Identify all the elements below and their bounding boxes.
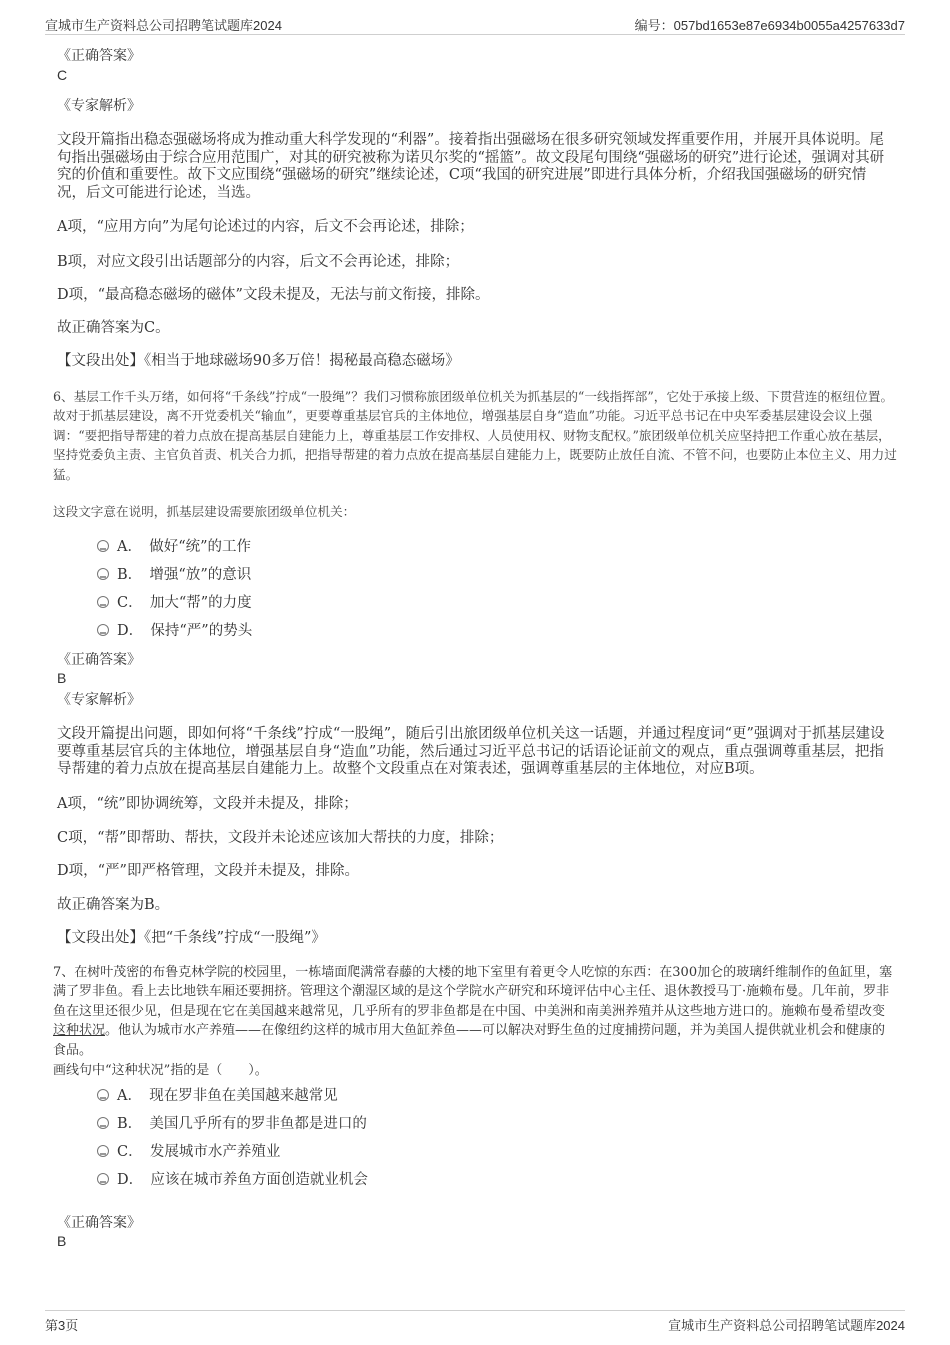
correct-answer: B	[57, 670, 67, 686]
option-b[interactable]	[97, 1115, 367, 1133]
question-7-stem-part2: 。他认为城市水产养殖——在像纽约这样的城市用大鱼缸养鱼——可以解决对野生鱼的过度捕捞问题，并为美国人提供就业机会和健康的食品。	[53, 1023, 886, 1058]
analysis-point-a: A项，“应用方向”为尾句论述过的内容，后文不会再论述，排除；	[57, 219, 474, 235]
option-a[interactable]	[97, 1087, 338, 1105]
analysis-text: 文段开篇指出稳态强磁场将成为推动重大科学发现的“利器”。接着指出强磁场在很多研究领域发挥重要作用，并展开具体说明。尾句指出强磁场由于综合应用范围广，对其的研究被称为诺贝尔奖的“摇篮”。故文段尾句围绕“强磁场的研究”进行论述，强调对其研究的价值和重要性。故下文应围绕“强磁场的研究”继续论述，C项“我国的研究进展”即进行具体分析，介绍我国强磁场的研究情况，后文可能进行论述，当选。	[57, 132, 885, 201]
analysis-label: 《专家解析》	[57, 98, 141, 114]
analysis-conclusion: 故正确答案为C。	[57, 320, 170, 336]
option-c-label: C． 加大“帮”的力度	[117, 595, 252, 611]
analysis-point-d: D项，“严”即严格管理，文段并未提及，排除。	[57, 863, 359, 879]
option-b-label: B． 美国几乎所有的罗非鱼都是进口的	[117, 1116, 367, 1132]
option-c-label: C． 发展城市水产养殖业	[117, 1144, 281, 1160]
radio-button-icon[interactable]	[97, 1173, 109, 1185]
radio-button-icon[interactable]	[97, 596, 109, 608]
correct-answer: B	[57, 1233, 67, 1249]
option-c[interactable]	[97, 1143, 280, 1161]
answer-label: 《正确答案》	[57, 652, 141, 668]
option-d-label: D． 应该在城市养鱼方面创造就业机会	[117, 1172, 368, 1188]
answer-label: 《正确答案》	[57, 1215, 141, 1231]
analysis-label: 《专家解析》	[57, 692, 141, 708]
radio-button-icon[interactable]	[97, 624, 109, 636]
analysis-text: 文段开篇提出问题，即如何将“千条线”拧成“一股绳”，随后引出旅团级单位机关这一话题，并通过程度词“更”强调对于抓基层建设要尊重基层官兵的主体地位，增强基层自身“造血”功能，然后通过习近平总书记的话语论证前文的观点，重点强调尊重基层，把指导帮建的着力点放在提高基层自建能力上。故整个文段重点在对策表述，强调尊重基层的主体地位，对应B项。	[57, 726, 885, 777]
option-d-label: D． 保持“严”的势头	[117, 623, 253, 639]
radio-button-icon[interactable]	[97, 568, 109, 580]
page-footer	[45, 1310, 905, 1335]
underlined-phrase: 这种状况	[53, 1023, 106, 1039]
option-a-label: A． 现在罗非鱼在美国越来越常见	[117, 1088, 338, 1104]
header-title: 宣城市生产资料总公司招聘笔试题库2024	[45, 18, 282, 33]
analysis-point-b: B项，对应文段引出话题部分的内容，后文不会再论述，排除；	[57, 254, 460, 270]
radio-button-icon[interactable]	[97, 540, 109, 552]
option-d[interactable]	[97, 1171, 368, 1189]
question-7-prompt: 画线句中“这种状况”指的是（ ）。	[53, 1063, 268, 1078]
question-7-stem-part1: 7、在树叶茂密的布鲁克林学院的校园里，一栋墙面爬满常春藤的大楼的地下室里有着更令人吃惊的东西：在300加仑的玻璃纤维制作的鱼缸里，塞满了罗非鱼。看上去比地铁车厢还要拥挤。管理这个潮湿区域的是这个学院水产研究和环境评估中心主任、退休教授马丁·施赖布曼。几年前，罗非鱼在这里还很少见，但是现在它在美国越来越常见，几乎所有的罗非鱼都是在中国、中美洲和南美洲养殖并从这些地方进口的。施赖布曼希望改变	[53, 965, 893, 1019]
analysis-conclusion: 故正确答案为B。	[57, 897, 170, 913]
radio-button-icon[interactable]	[97, 1089, 109, 1101]
analysis-point-a: A项，“统”即协调统筹，文段并未提及，排除；	[57, 796, 358, 812]
radio-button-icon[interactable]	[97, 1117, 109, 1129]
question-7-stem	[53, 963, 898, 1060]
page-number: 第3页	[45, 1318, 79, 1333]
document-code: 编号：057bd1653e87e6934b0055a4257633d7	[634, 18, 905, 33]
option-a[interactable]	[97, 538, 251, 556]
source-citation: 【文段出处】《把“千条线”拧成“一股绳”》	[57, 930, 326, 946]
option-b-label: B． 增强“放”的意识	[117, 567, 252, 583]
analysis-point-d: D项，“最高稳态磁场的磁体”文段未提及，无法与前文衔接，排除。	[57, 287, 490, 303]
analysis-point-c: C项，“帮”即帮助、帮扶，文段并未论述应该加大帮扶的力度，排除；	[57, 830, 504, 846]
question-6-prompt: 这段文字意在说明，抓基层建设需要旅团级单位机关：	[53, 504, 356, 519]
page-header	[45, 12, 905, 35]
option-a-label: A． 做好“统”的工作	[117, 539, 252, 555]
radio-button-icon[interactable]	[97, 1145, 109, 1157]
option-d[interactable]	[97, 622, 252, 640]
option-c[interactable]	[97, 594, 252, 612]
correct-answer: C	[57, 67, 68, 83]
footer-title: 宣城市生产资料总公司招聘笔试题库2024	[668, 1318, 905, 1333]
answer-label: 《正确答案》	[57, 48, 141, 64]
option-b[interactable]	[97, 566, 251, 584]
question-6-stem: 6、基层工作千头万绪，如何将“千条线”拧成“一股绳”？我们习惯称旅团级单位机关为抓基层的“一线指挥部”，它处于承接上级、下贯营连的枢纽位置。故对于抓基层建设，离不开党委机关“输血”，更要尊重基层官兵的主体地位，增强基层自身“造血”功能。习近平总书记在中央军委基层建设会议上强调：“要把指导帮建的着力点放在提高基层自建能力上，尊重基层工作安排权、人员使用权、财物支配权。”旅团级单位机关应坚持把工作重心放在基层，坚持党委负主责、主官负首责、机关合力抓，把指导帮建的着力点放在提高基层自建能力上，既要防止放任自流、不管不问，也要防止本位主义、用力过猛。	[53, 389, 897, 482]
source-citation: 【文段出处】《相当于地球磁场90多万倍！揭秘最高稳态磁场》	[57, 353, 460, 369]
